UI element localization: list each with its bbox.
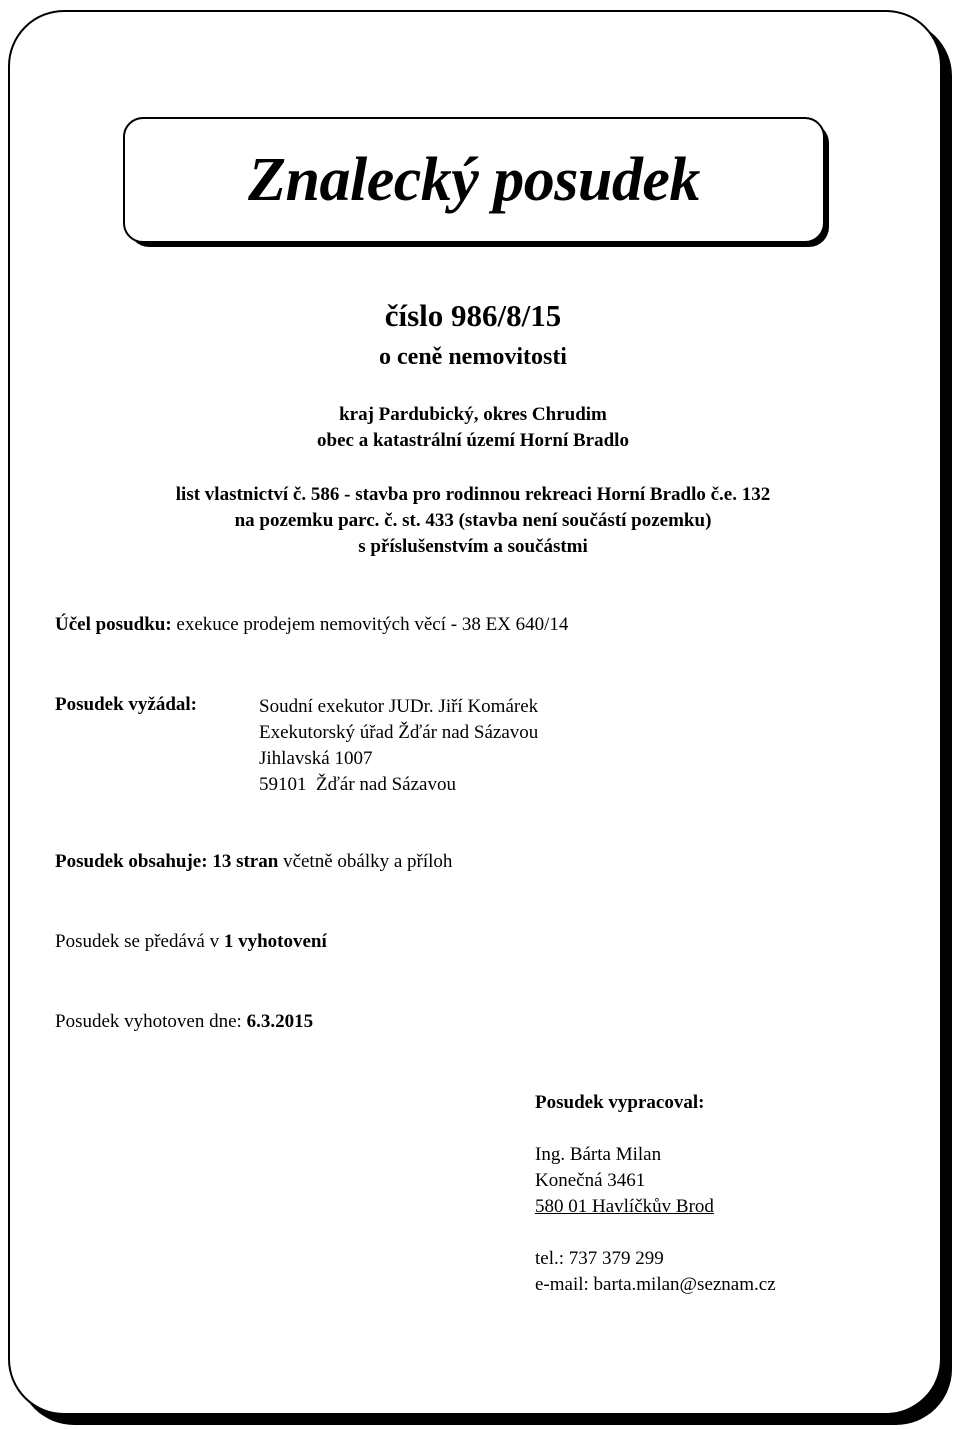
contents-row: [55, 851, 452, 873]
purpose-label: Účel posudku:: [55, 614, 172, 635]
date-text: Posudek vyhotoven dne:: [55, 1011, 242, 1032]
contents-pages: 13 stran: [212, 851, 279, 872]
document-subject: o ceně nemovitosti: [379, 344, 567, 370]
property-line-2: na pozemku parc. č. st. 433 (stavba není součástí pozemku): [234, 510, 712, 531]
copies-row: [55, 931, 327, 953]
author-phone: tel.: 737 379 299: [535, 1248, 664, 1269]
purpose-value: exekuce prodejem nemovitých věcí - 38 EX 640/14: [176, 614, 569, 635]
date-row: [55, 1011, 313, 1033]
author-street: Konečná 3461: [535, 1170, 646, 1191]
location-line-2: obec a katastrální území Horní Bradlo: [317, 430, 629, 451]
author-city: 580 01 Havlíčkův Brod: [535, 1196, 714, 1217]
purpose-row: [55, 614, 568, 636]
requester-block: [259, 694, 538, 798]
author-label: Posudek vypracoval:: [535, 1092, 705, 1113]
author-name: Ing. Bárta Milan: [535, 1144, 662, 1165]
copies-text: Posudek se předává v: [55, 931, 220, 952]
requester-line-3: Jihlavská 1007: [259, 748, 373, 769]
property-line-1: list vlastnictví č. 586 - stavba pro rodinnou rekreaci Horní Bradlo č.e. 132: [175, 484, 771, 505]
requester-label: Posudek vyžádal:: [55, 694, 197, 715]
date-value: 6.3.2015: [246, 1011, 314, 1032]
location-line-1: kraj Pardubický, okres Chrudim: [339, 404, 607, 425]
contents-label: Posudek obsahuje:: [55, 851, 208, 872]
page-title: Znalecký posudek: [248, 145, 700, 214]
requester-line-4: 59101 Žďár nad Sázavou: [259, 774, 456, 795]
copies-value: 1 vyhotovení: [223, 931, 327, 952]
requester-line-1: Soudní exekutor JUDr. Jiří Komárek: [259, 696, 539, 717]
author-email: e-mail: barta.milan@seznam.cz: [535, 1274, 776, 1295]
contents-rest: včetně obálky a příloh: [283, 851, 453, 872]
requester-line-2: Exekutorský úřad Žďár nad Sázavou: [259, 722, 539, 743]
title-box: [123, 117, 825, 243]
property-line-3: s příslušenstvím a součástmi: [358, 536, 588, 557]
title-box-face: [123, 117, 825, 243]
document-number: číslo 986/8/15: [384, 298, 562, 333]
